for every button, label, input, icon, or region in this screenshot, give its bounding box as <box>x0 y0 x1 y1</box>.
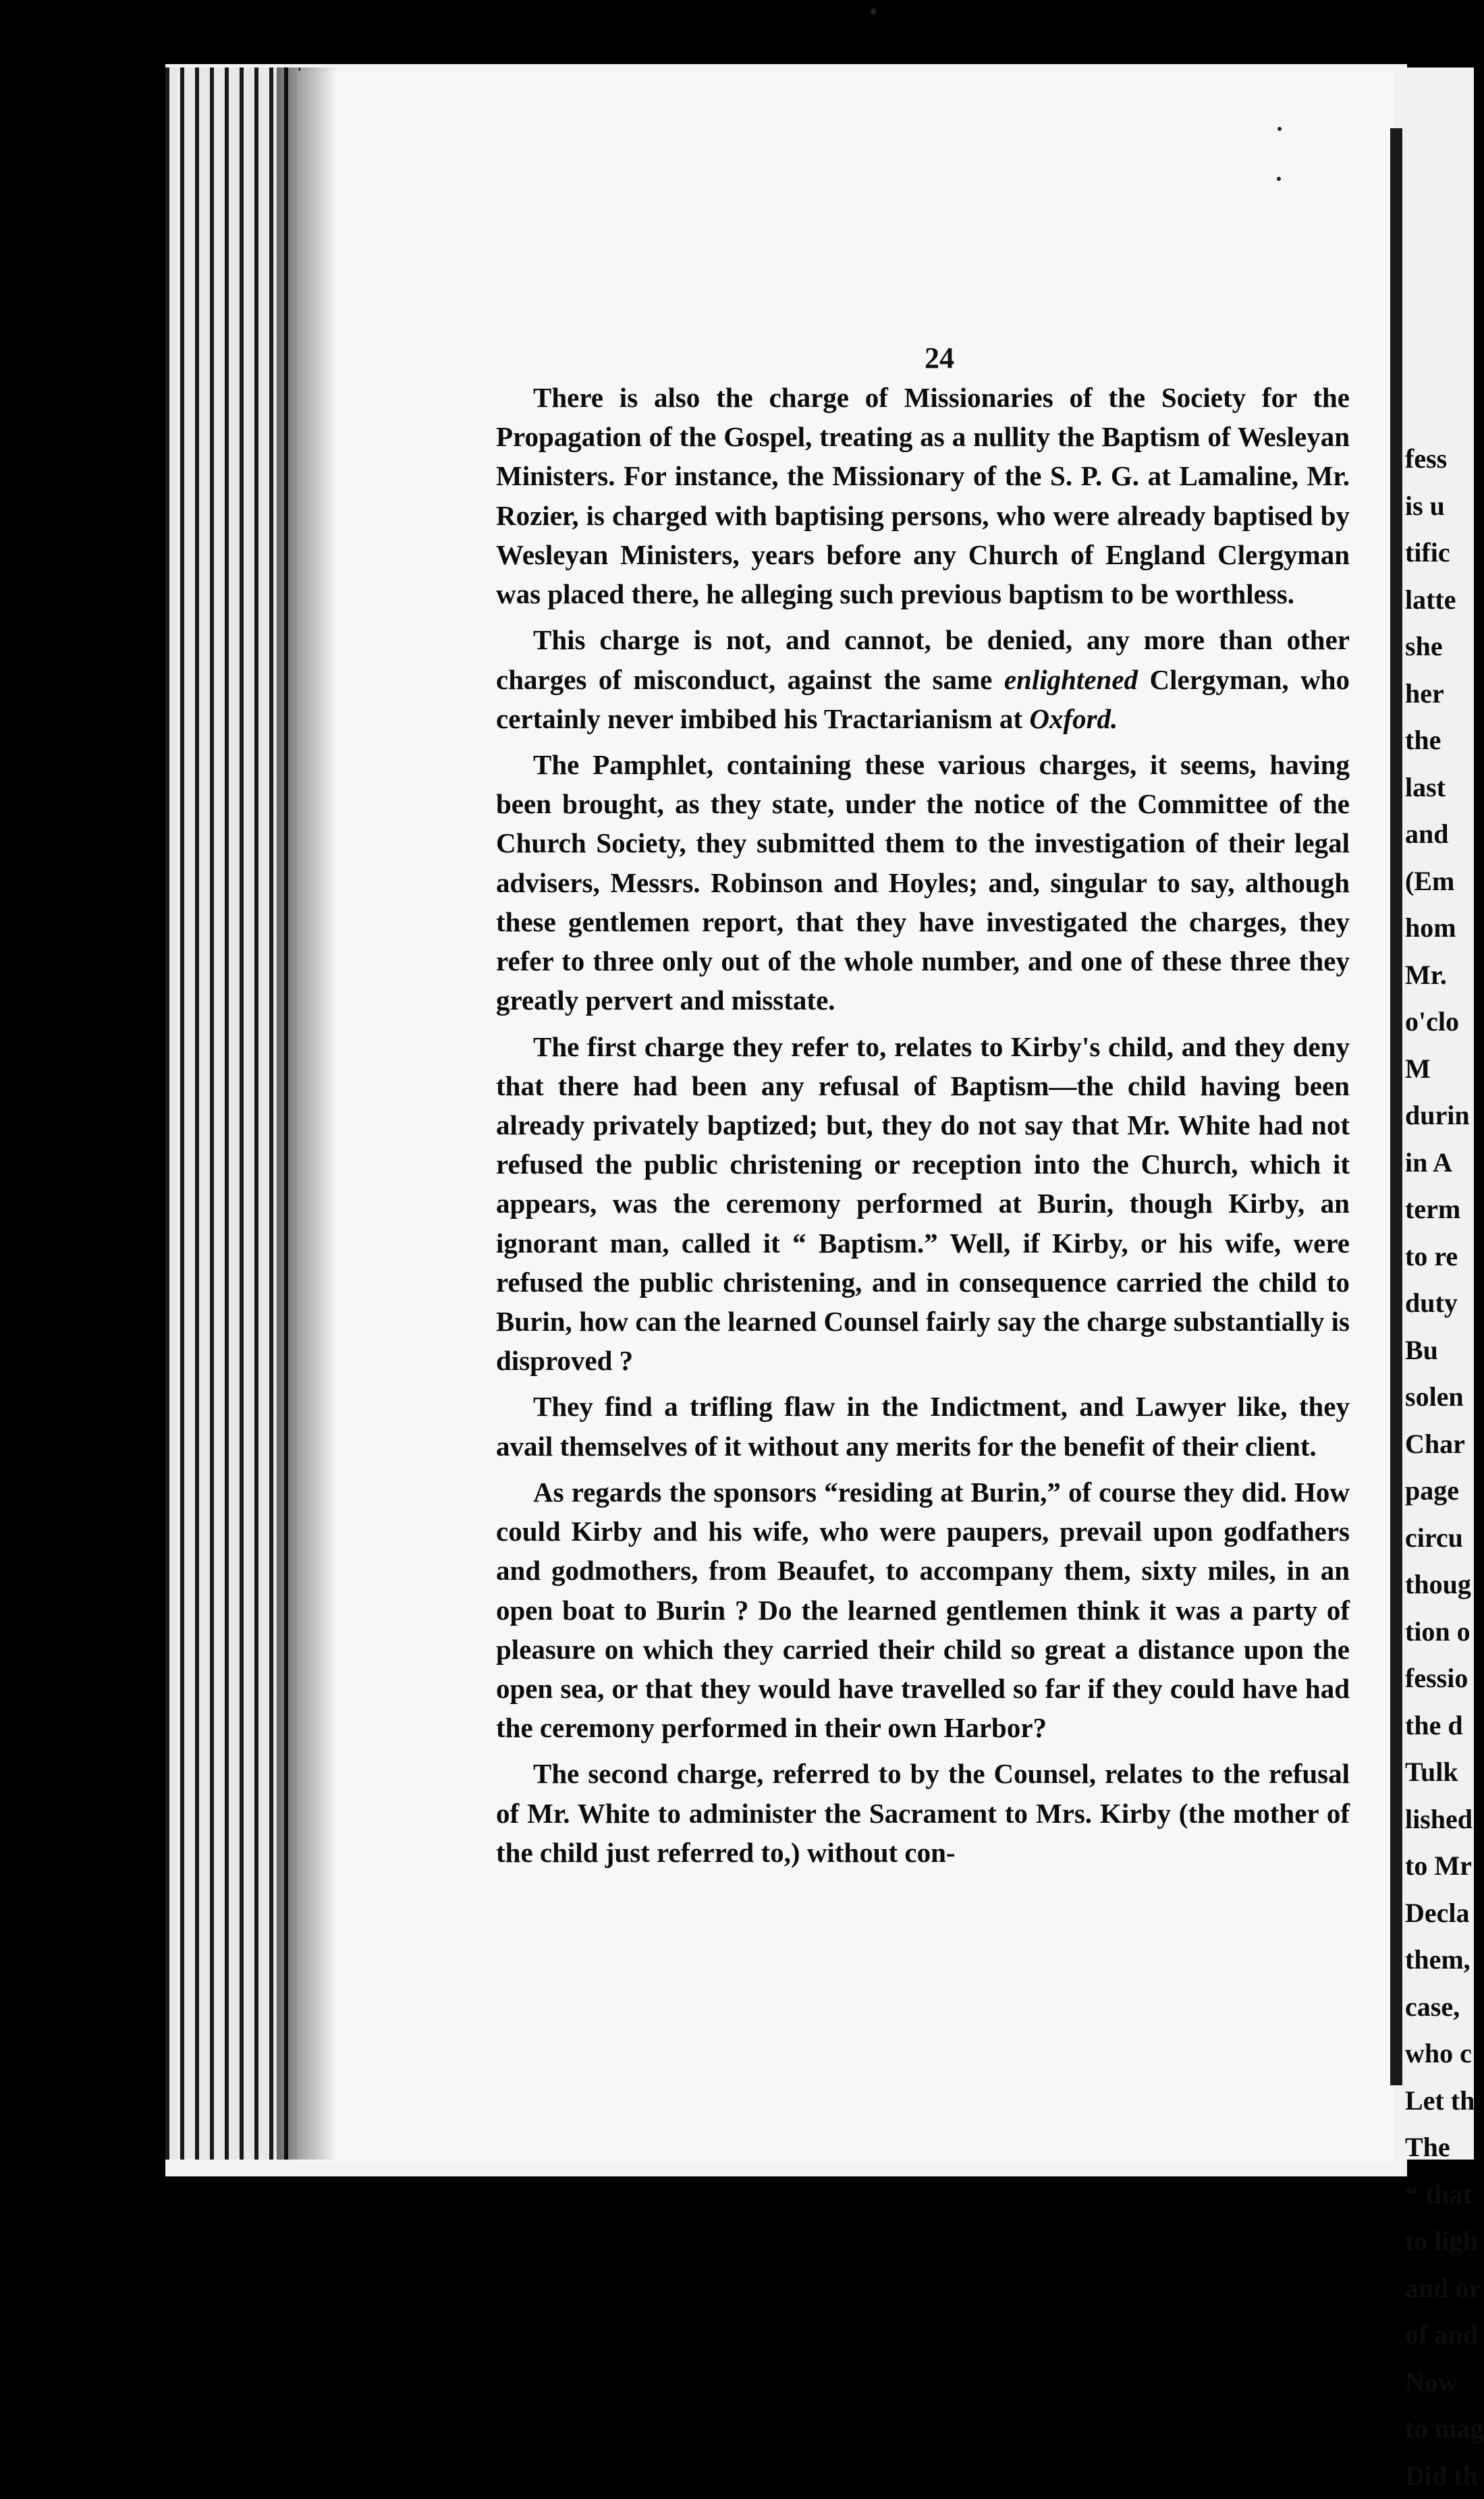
next-page-fragment: page <box>1405 1467 1484 1514</box>
page-divider <box>1390 128 1402 2085</box>
next-page-fragment: the <box>1405 717 1484 764</box>
next-page-fragment: Mr. <box>1405 952 1484 999</box>
next-page-fragment: she <box>1405 623 1484 670</box>
gutter-shadow <box>277 67 337 2160</box>
next-page-fragment: fess <box>1405 435 1484 483</box>
speck-mark <box>1277 177 1281 181</box>
next-page-fragment: her <box>1405 670 1484 717</box>
next-page <box>1402 67 1474 2160</box>
next-page-fragment: them, <box>1405 1936 1484 1983</box>
next-page-fragment: The <box>1405 2124 1484 2171</box>
next-page-fragment: term <box>1405 1186 1484 1233</box>
next-page-fragments <box>1405 435 1484 2499</box>
next-page-fragment: M <box>1405 1045 1484 1093</box>
paragraph-5: They find a trifling flaw in the Indictment, and Lawyer like, they avail themselves of it without any merits for the benefit of their client. <box>496 1387 1350 1465</box>
paragraph-2-middle: Clergyman, who certainly never imbibed his Tractarianism at <box>496 664 1350 734</box>
next-page-fragment: who c <box>1405 2030 1484 2077</box>
next-page-fragment: in A <box>1405 1139 1484 1186</box>
next-page-fragment: and <box>1405 811 1484 858</box>
next-page-fragment: tion o <box>1405 1608 1484 1655</box>
paragraph-2 <box>496 620 1350 738</box>
next-page-fragment: to Mr <box>1405 1842 1484 1890</box>
next-page-fragment: tific <box>1405 529 1484 576</box>
page-number: 24 <box>925 341 954 375</box>
next-page-fragment: Bu <box>1405 1327 1484 1374</box>
next-page-fragment: latte <box>1405 576 1484 624</box>
next-page-fragment: is u <box>1405 483 1484 530</box>
next-page-fragment: of and <box>1405 2311 1484 2359</box>
speck-mark <box>871 8 876 15</box>
next-page-fragment: (Em <box>1405 858 1484 905</box>
paragraph-4: The first charge they refer to, relates to Kirby's child, and they deny that there had been any refusal of Baptism—the child having been already privately baptized; but, they do not say that Mr. White had not refused the public christening or reception into the Church, which it appears, was the ceremony performed at Burin, though Kirby, an ignorant man, called it “ Baptism.” Well, if Kirby, or his wife, were refused the public christening, and in consequence carried the child to Burin, how can the learned Counsel fairly say the charge substantially is disproved ? <box>496 1027 1350 1381</box>
page-body <box>496 378 1350 1879</box>
next-page-fragment: Did th <box>1405 2452 1484 2499</box>
next-page-fragment: the d <box>1405 1702 1484 1749</box>
next-page-fragment: o'clo <box>1405 998 1484 1045</box>
next-page-fragment: thoug <box>1405 1561 1484 1608</box>
next-page-fragment: fessio <box>1405 1655 1484 1702</box>
paragraph-7: The second charge, referred to by the Counsel, relates to the refusal of Mr. White to administer the Sacrament to Mrs. Kirby (the mother of the child just referred to,) without con- <box>496 1754 1350 1872</box>
next-page-fragment: to re <box>1405 1233 1484 1280</box>
next-page-fragment: Decla <box>1405 1890 1484 1937</box>
speck-mark <box>1277 127 1282 131</box>
next-page-fragment: and or <box>1405 2265 1484 2312</box>
next-page-fragment: lished <box>1405 1796 1484 1843</box>
next-page-fragment: last <box>1405 764 1484 811</box>
next-page-fragment: to ligh <box>1405 2218 1484 2265</box>
paragraph-6: As regards the sponsors “residing at Burin,” of course they did. How could Kirby and his wife, who were paupers, prevail upon godfathers and godmothers, from Beaufet, to accompany them, sixty miles, in an open boat to Burin ? Do the learned gentlemen think it was a party of pleasure on which they carried their child so great a distance upon the open sea, or that they would have travelled so far if they could have had the ceremony performed in their own Harbor? <box>496 1473 1350 1748</box>
paragraph-3: The Pamphlet, containing these various charges, it seems, having been brought, as they state, under the notice of the Committee of the Church Society, they submitted them to the investigation of their legal advisers, Messrs. Robinson and Hoyles; and, singular to say, although these gentlemen report, that they have investigated the charges, they refer to three only out of the whole number, and one of these three they greatly pervert and misstate. <box>496 745 1350 1020</box>
next-page-fragment: Tulk <box>1405 1749 1484 1796</box>
next-page-fragment: duty <box>1405 1280 1484 1327</box>
next-page-fragment: circu <box>1405 1514 1484 1562</box>
next-page-fragment: Char <box>1405 1421 1484 1468</box>
paragraph-2-emphasis-2: Oxford. <box>1029 703 1118 734</box>
paragraph-1: There is also the charge of Missionaries of the Society for the Propagation of the Gospel, treating as a nullity the Baptism of Wesleyan Ministers. For instance, the Missionary of the S. P. G. at Lamaline, Mr. Rozier, is charged with baptising persons, who were already baptised by Wesleyan Ministers, years before any Church of England Clergyman was placed there, he alleging such previous baptism to be worthless. <box>496 378 1350 613</box>
next-page-fragment: Let th <box>1405 2077 1484 2124</box>
paragraph-2-emphasis-1: enlightened <box>1004 664 1138 695</box>
next-page-fragment: hom <box>1405 904 1484 952</box>
next-page-fragment: case, <box>1405 1983 1484 2031</box>
next-page-fragment: Now <box>1405 2359 1484 2406</box>
next-page-fragment: solen <box>1405 1373 1484 1421</box>
next-page-fragment: “ that <box>1405 2171 1484 2218</box>
next-page-fragment: durin <box>1405 1092 1484 1139</box>
next-page-fragment: to mag <box>1405 2405 1484 2452</box>
paragraph-2-text: This charge is not, and cannot, be denied, any more than other charges of misconduct, against the same <box>496 624 1350 694</box>
